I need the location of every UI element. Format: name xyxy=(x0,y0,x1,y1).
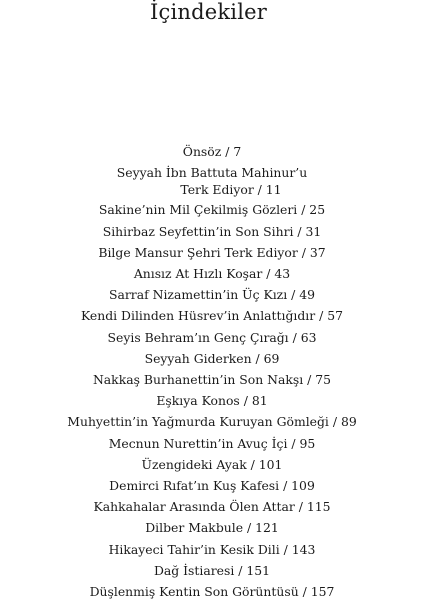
toc-entry: Sihirbaz Seyfettin’in Son Sihri / 31 xyxy=(102,223,322,239)
toc-entry: Eşkıya Konos / 81 xyxy=(156,393,268,409)
toc-entry: Düşlenmiş Kentin Son Görüntüsü / 157 xyxy=(89,584,335,600)
toc-entry: Muhyettin’in Yağmurda Kuruyan Gömleği / 89 xyxy=(67,414,357,430)
toc-entry: Demirci Rıfat’ın Kuş Kafesi / 109 xyxy=(109,478,315,494)
page-title: İçindekiler xyxy=(150,0,267,24)
toc-entry: Bilge Mansur Şehri Terk Ediyor / 37 xyxy=(98,244,326,260)
table-of-contents xyxy=(0,141,424,602)
toc-entry: Sakine’nin Mil Çekilmiş Gözleri / 25 xyxy=(98,202,326,218)
toc-entry: Seyyah İbn Battuta Mahinur’u xyxy=(116,165,308,181)
toc-entry: Seyyah Giderken / 69 xyxy=(144,350,280,366)
toc-entry-continuation xyxy=(0,181,424,199)
toc-entry: Hikayeci Tahir’in Kesik Dili / 143 xyxy=(108,541,316,557)
toc-entry: Seyis Behram’ın Genç Çırağı / 63 xyxy=(107,329,317,345)
toc-entry: Mecnun Nurettin’in Avuç İçi / 95 xyxy=(108,435,316,451)
toc-entry: Sarraf Nizamettin’in Üç Kızı / 49 xyxy=(108,287,315,303)
toc-entry-text: Terk Ediyor / 11 xyxy=(180,182,282,198)
toc-entry: Kahkahalar Arasında Ölen Attar / 115 xyxy=(93,499,331,515)
toc-entry: Dağ İstiaresi / 151 xyxy=(153,562,271,578)
toc-entry: Üzengideki Ayak / 101 xyxy=(141,456,283,472)
toc-entry: Anısız At Hızlı Koşar / 43 xyxy=(133,266,291,282)
toc-entry: Dilber Makbule / 121 xyxy=(145,520,279,536)
toc-entry: Önsöz / 7 xyxy=(182,144,242,159)
toc-entry: Nakkaş Burhanettin’in Son Nakşı / 75 xyxy=(92,372,332,388)
toc-entry: Kendi Dilinden Hüsrev’in Anlattığıdır / 57 xyxy=(80,308,343,324)
